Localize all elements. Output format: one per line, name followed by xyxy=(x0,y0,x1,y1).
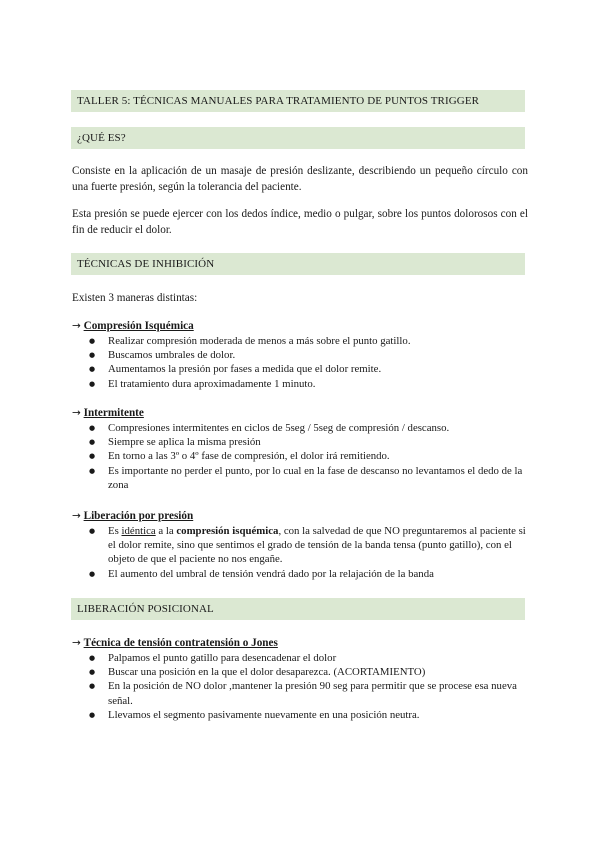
subheading-intermitente-title: Intermitente xyxy=(83,407,144,419)
section-heading-que-es: ¿QUÉ ES? xyxy=(71,127,525,149)
arrow-icon: → xyxy=(72,320,81,332)
list-item: ● Compresiones intermitentes en ciclos de 5seg / 5seg de compresión / descanso. xyxy=(72,421,528,435)
subheading-compresion-title: Compresión Isquémica xyxy=(83,320,194,332)
page-title: TALLER 5: TÉCNICAS MANUALES PARA TRATAMIENTO DE PUNTOS TRIGGER xyxy=(71,90,525,112)
list-item: ● Llevamos el segmento pasivamente nuevamente en una posición neutra. xyxy=(72,708,528,722)
list-item: ● El aumento del umbral de tensión vendrá dado por la relajación de la banda xyxy=(72,567,528,581)
list-jones xyxy=(72,651,528,722)
subheading-intermitente xyxy=(72,406,144,421)
underlined-text: idéntica xyxy=(121,525,156,537)
bold-text: compresión isquémica xyxy=(176,525,279,537)
subheading-liberacion xyxy=(72,509,193,524)
list-item: ● Realizar compresión moderada de menos a más sobre el punto gatillo. xyxy=(72,334,528,348)
section-heading-posicional: LIBERACIÓN POSICIONAL xyxy=(71,598,525,620)
list-item: ● Aumentamos la presión por fases a medida que el dolor remite. xyxy=(72,362,528,376)
list-intermitente xyxy=(72,421,528,492)
list-liberacion xyxy=(72,524,528,581)
subheading-jones-title: Técnica de tensión contratensión o Jones xyxy=(83,637,278,649)
text-run: , con la salvedad de que NO preguntaremos al paciente si el dolor remite, sino que sentimos el grado de tensión de la banda tensa (punto gatillo), con el objeto de que el paciente no nos engañe. xyxy=(108,525,526,566)
arrow-icon: → xyxy=(72,637,81,649)
list-item: ● Es importante no perder el punto, por lo cual en la fase de descanso no levantamos el dedo de la zona xyxy=(72,464,528,492)
subheading-jones xyxy=(72,636,278,651)
list-item: ● En la posición de NO dolor ,mantener la presión 90 seg para permitir que se procese esa nueva señal. xyxy=(72,679,528,707)
intro-text: Existen 3 maneras distintas: xyxy=(72,292,198,304)
list-item: ● El tratamiento dura aproximadamente 1 minuto. xyxy=(72,377,528,391)
section-heading-inhibicion: TÉCNICAS DE INHIBICIÓN xyxy=(71,253,525,275)
paragraph-pressure: Esta presión se puede ejercer con los dedos índice, medio o pulgar, sobre los puntos dolorosos con el fin de reducir el dolor. xyxy=(72,208,528,236)
arrow-icon: → xyxy=(72,510,81,522)
subheading-liberacion-title: Liberación por presión xyxy=(83,510,194,522)
list-compresion xyxy=(72,334,528,391)
list-item: ● Buscar una posición en la que el dolor desaparezca. (ACORTAMIENTO) xyxy=(72,665,528,679)
text-run: a la xyxy=(155,525,177,537)
paragraph-definition: Consiste en la aplicación de un masaje de presión deslizante, describiendo un pequeño círculo con una fuerte presión, según la tolerancia del paciente. xyxy=(72,165,528,193)
subheading-compresion xyxy=(72,319,194,334)
list-item: ● En torno a las 3º o 4º fase de compresión, el dolor irá remitiendo. xyxy=(72,449,528,463)
text-run: Es xyxy=(108,525,122,537)
list-item: ● Palpamos el punto gatillo para desencadenar el dolor xyxy=(72,651,528,665)
list-item: ● Siempre se aplica la misma presión xyxy=(72,435,528,449)
list-item: ● Buscamos umbrales de dolor. xyxy=(72,348,528,362)
list-item xyxy=(72,524,528,567)
arrow-icon: → xyxy=(72,407,81,419)
